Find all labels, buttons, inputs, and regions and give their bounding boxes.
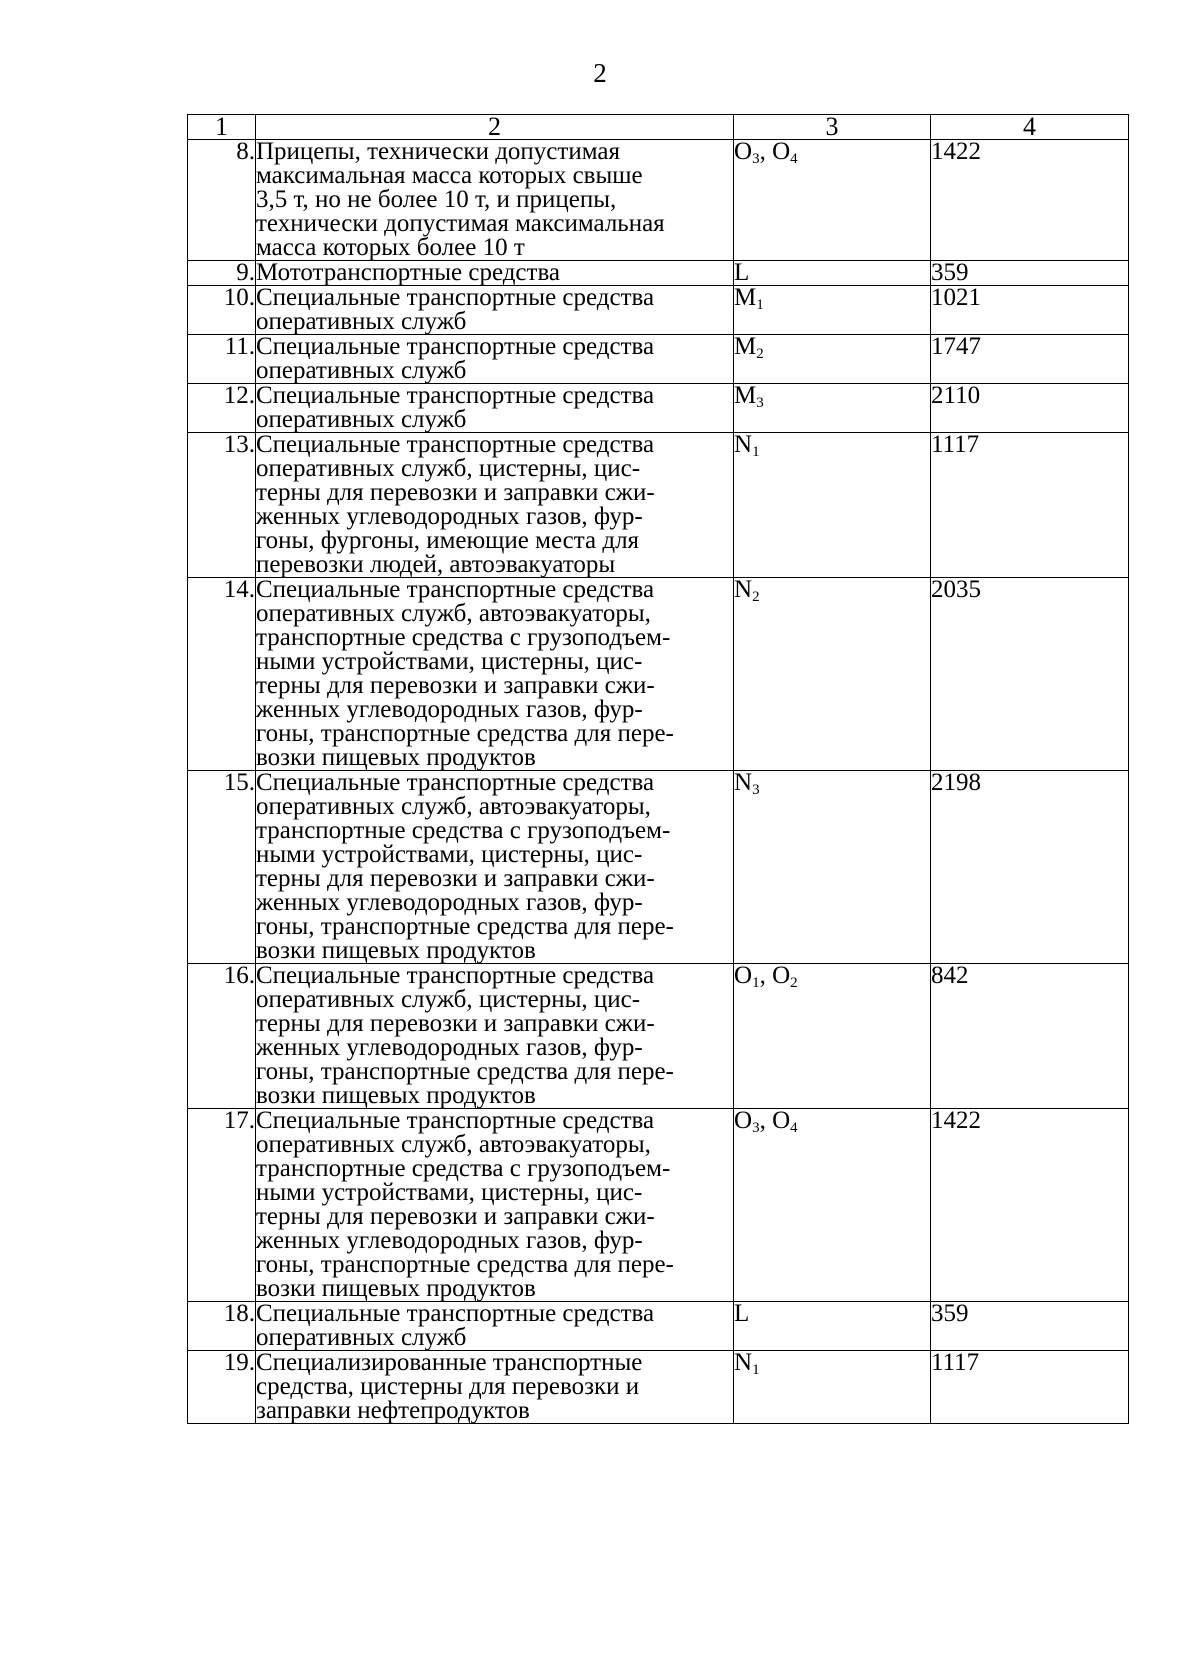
table-row xyxy=(188,1109,1129,1302)
description-line: максимальная масса которых свыше xyxy=(256,162,643,189)
table-row xyxy=(188,433,1129,578)
description-line: оперативных служб, цистерны, цис- xyxy=(256,986,641,1013)
description-line: Специальные транспортные средства xyxy=(256,576,655,603)
description-line: терны для перевозки и заправки сжи- xyxy=(256,865,655,892)
row-value: 2110 xyxy=(931,384,1129,433)
row-value: 842 xyxy=(931,964,1129,1109)
description-line: оперативных служб xyxy=(256,357,467,384)
description-line: гоны, транспортные средства для пере- xyxy=(256,1058,674,1085)
description-line: возки пищевых продуктов xyxy=(256,1082,536,1109)
description-line: оперативных служб, автоэвакуаторы, xyxy=(256,1131,651,1158)
category-subscript: 3 xyxy=(752,151,760,167)
vehicle-category xyxy=(734,578,931,771)
row-number: 13. xyxy=(188,433,256,578)
description-line: ными устройствами, цистерны, цис- xyxy=(256,648,643,675)
description-line: ными устройствами, цистерны, цис- xyxy=(256,1179,643,1206)
description-line: 3,5 т, но не более 10 т, и прицепы, xyxy=(256,186,617,213)
category-letter: N xyxy=(734,769,753,796)
column-header-category: 3 xyxy=(734,115,931,140)
description-line: оперативных служб, цистерны, цис- xyxy=(256,455,641,482)
table-row xyxy=(188,771,1129,964)
description-line: Специальные транспортные средства xyxy=(256,333,655,360)
description-line: Специальные транспортные средства xyxy=(256,769,655,796)
row-value: 1117 xyxy=(931,433,1129,578)
category-subscript: 1 xyxy=(752,444,760,460)
row-value: 359 xyxy=(931,261,1129,286)
row-number: 10. xyxy=(188,286,256,335)
description-line: терны для перевозки и заправки сжи- xyxy=(256,1203,655,1230)
category-subscript: 2 xyxy=(752,589,760,605)
row-number: 11. xyxy=(188,335,256,384)
description-line: средства, цистерны для перевозки и xyxy=(256,1373,640,1400)
category-subscript: 3 xyxy=(752,782,760,798)
description-line: женных углеводородных газов, фур- xyxy=(256,696,643,723)
category-subscript: 1 xyxy=(752,1362,760,1378)
row-value: 1422 xyxy=(931,140,1129,261)
row-value: 1747 xyxy=(931,335,1129,384)
vehicle-category-table xyxy=(187,114,1129,1424)
vehicle-category xyxy=(734,433,931,578)
row-number: 17. xyxy=(188,1109,256,1302)
vehicle-category xyxy=(734,286,931,335)
description-line: терны для перевозки и заправки сжи- xyxy=(256,1010,655,1037)
description-line: Специальные транспортные средства xyxy=(256,431,655,458)
description-line: Специальные транспортные средства xyxy=(256,382,655,409)
description-line: женных углеводородных газов, фур- xyxy=(256,503,643,530)
description-line: перевозки людей, автоэвакуаторы xyxy=(256,551,616,578)
row-value: 1422 xyxy=(931,1109,1129,1302)
description-line: технически допустимая максимальная xyxy=(256,210,665,237)
description-line: женных углеводородных газов, фур- xyxy=(256,889,643,916)
description-line: ными устройствами, цистерны, цис- xyxy=(256,841,643,868)
row-number: 19. xyxy=(188,1351,256,1424)
table-row xyxy=(188,964,1129,1109)
description-line: гоны, транспортные средства для пере- xyxy=(256,1251,674,1278)
description-line: оперативных служб, автоэвакуаторы, xyxy=(256,793,651,820)
row-number: 14. xyxy=(188,578,256,771)
category-subscript: 4 xyxy=(790,151,798,167)
page-number: 2 xyxy=(593,58,607,88)
description-line: возки пищевых продуктов xyxy=(256,1275,536,1302)
table-row xyxy=(188,335,1129,384)
row-number: 16. xyxy=(188,964,256,1109)
description-line: женных углеводородных газов, фур- xyxy=(256,1034,643,1061)
vehicle-description xyxy=(256,286,734,335)
table-row xyxy=(188,286,1129,335)
vehicle-description xyxy=(256,578,734,771)
vehicle-category xyxy=(734,140,931,261)
description-line: терны для перевозки и заправки сжи- xyxy=(256,479,655,506)
table-row xyxy=(188,140,1129,261)
table-header-row xyxy=(188,115,1129,140)
row-value: 1021 xyxy=(931,286,1129,335)
category-separator: , xyxy=(759,138,773,165)
vehicle-description xyxy=(256,1302,734,1351)
description-line: Специализированные транспортные xyxy=(256,1349,643,1376)
description-line: гоны, фургоны, имеющие места для xyxy=(256,527,640,554)
category-letter: L xyxy=(734,1300,750,1327)
row-number: 18. xyxy=(188,1302,256,1351)
vehicle-description xyxy=(256,335,734,384)
row-value: 1117 xyxy=(931,1351,1129,1424)
category-letter: M xyxy=(734,333,757,360)
category-letter: M xyxy=(734,382,757,409)
vehicle-description xyxy=(256,1109,734,1302)
row-number: 8. xyxy=(188,140,256,261)
table-row xyxy=(188,384,1129,433)
column-header-value: 4 xyxy=(931,115,1129,140)
category-letter: O xyxy=(772,962,791,989)
category-letter: N xyxy=(734,431,753,458)
row-number: 15. xyxy=(188,771,256,964)
description-line: транспортные средства с грузоподъем- xyxy=(256,624,671,651)
vehicle-description xyxy=(256,140,734,261)
category-letter: N xyxy=(734,576,753,603)
category-separator: , xyxy=(759,1107,773,1134)
description-line: возки пищевых продуктов xyxy=(256,937,536,964)
category-letter: O xyxy=(734,1107,753,1134)
description-line: оперативных служб, автоэвакуаторы, xyxy=(256,600,651,627)
category-subscript: 4 xyxy=(790,1120,798,1136)
category-letter: O xyxy=(734,138,753,165)
description-line: возки пищевых продуктов xyxy=(256,744,536,771)
description-line: транспортные средства с грузоподъем- xyxy=(256,1155,671,1182)
description-line: оперативных служб xyxy=(256,308,467,335)
vehicle-description xyxy=(256,261,734,286)
category-letter: O xyxy=(772,138,791,165)
column-header-name: 2 xyxy=(256,115,734,140)
category-letter: L xyxy=(734,259,750,286)
vehicle-category xyxy=(734,771,931,964)
description-line: заправки нефтепродуктов xyxy=(256,1397,530,1424)
row-number: 12. xyxy=(188,384,256,433)
table-row xyxy=(188,1302,1129,1351)
vehicle-category xyxy=(734,964,931,1109)
category-letter: N xyxy=(734,1349,753,1376)
vehicle-category xyxy=(734,1302,931,1351)
description-line: оперативных служб xyxy=(256,1324,467,1351)
vehicle-category xyxy=(734,261,931,286)
vehicle-description xyxy=(256,384,734,433)
row-value: 2198 xyxy=(931,771,1129,964)
description-line: оперативных служб xyxy=(256,406,467,433)
vehicle-category xyxy=(734,335,931,384)
vehicle-description xyxy=(256,433,734,578)
category-letter: O xyxy=(772,1107,791,1134)
description-line: масса которых более 10 т xyxy=(256,234,525,261)
category-subscript: 2 xyxy=(756,346,764,362)
description-line: Специальные транспортные средства xyxy=(256,962,655,989)
description-line: женных углеводородных газов, фур- xyxy=(256,1227,643,1254)
vehicle-description xyxy=(256,771,734,964)
category-letter: M xyxy=(734,284,757,311)
vehicle-category xyxy=(734,1109,931,1302)
description-line: Специальные транспортные средства xyxy=(256,284,655,311)
row-number: 9. xyxy=(188,261,256,286)
table-row xyxy=(188,1351,1129,1424)
description-line: Специальные транспортные средства xyxy=(256,1107,655,1134)
vehicle-category xyxy=(734,1351,931,1424)
table-row xyxy=(188,578,1129,771)
description-line: Мототранспортные средства xyxy=(256,259,561,286)
description-line: терны для перевозки и заправки сжи- xyxy=(256,672,655,699)
description-line: Прицепы, технически допустимая xyxy=(256,138,620,165)
column-header-number: 1 xyxy=(188,115,256,140)
row-value: 2035 xyxy=(931,578,1129,771)
description-line: транспортные средства с грузоподъем- xyxy=(256,817,671,844)
category-subscript: 2 xyxy=(790,975,798,991)
category-separator: , xyxy=(759,962,773,989)
category-subscript: 3 xyxy=(756,395,764,411)
category-subscript: 1 xyxy=(756,297,764,313)
category-letter: O xyxy=(734,962,753,989)
vehicle-description xyxy=(256,964,734,1109)
vehicle-description xyxy=(256,1351,734,1424)
category-subscript: 1 xyxy=(752,975,760,991)
description-line: гоны, транспортные средства для пере- xyxy=(256,913,674,940)
row-value: 359 xyxy=(931,1302,1129,1351)
table-row xyxy=(188,261,1129,286)
vehicle-category xyxy=(734,384,931,433)
table-body xyxy=(188,140,1129,1424)
description-line: гоны, транспортные средства для пере- xyxy=(256,720,674,747)
description-line: Специальные транспортные средства xyxy=(256,1300,655,1327)
category-subscript: 3 xyxy=(752,1120,760,1136)
